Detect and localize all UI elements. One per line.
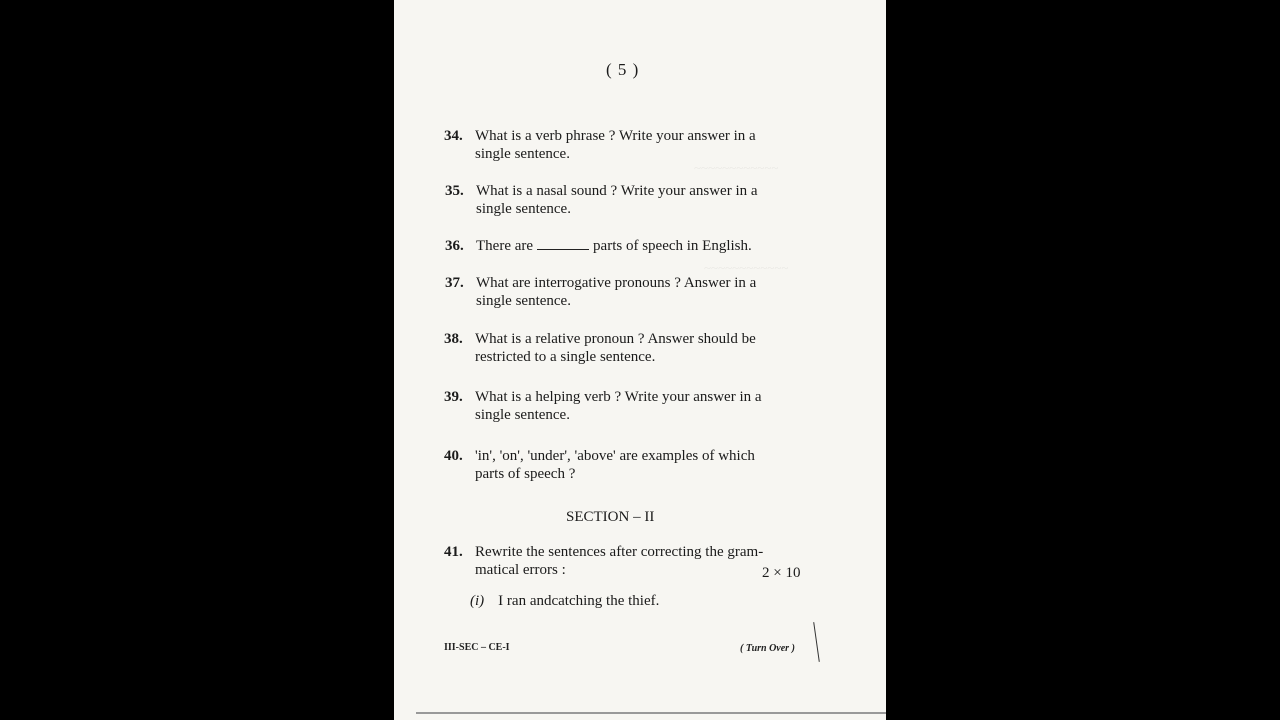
- question-line: What is a verb phrase ? Write your answer in a: [475, 128, 756, 144]
- question-marks: 2 × 10: [762, 565, 801, 581]
- question-text-before-blank: There are: [476, 238, 534, 254]
- page-number: ( 5 ): [606, 60, 640, 79]
- question-number: 36.: [445, 238, 464, 254]
- page-bottom-edge: [416, 712, 886, 714]
- question-line: What is a relative pronoun ? Answer should be: [475, 331, 756, 347]
- question-line: restricted to a single sentence.: [475, 349, 656, 365]
- question-line: matical errors :: [475, 562, 566, 578]
- bleed-through-text: ~~~~~~~~~~~~: [704, 260, 789, 275]
- bleed-through-text: ~~~~~~~~~~~~: [694, 160, 779, 175]
- question-number: 41.: [444, 544, 463, 560]
- question-line: single sentence.: [475, 146, 570, 162]
- sub-question-i: [470, 593, 659, 610]
- question-number: 35.: [445, 183, 464, 199]
- question-line: What is a nasal sound ? Write your answer in a: [476, 183, 758, 199]
- question-line: What is a helping verb ? Write your answer in a: [475, 389, 762, 405]
- sub-question-text: I ran andcatching the thief.: [498, 593, 660, 609]
- question-number: 39.: [444, 389, 463, 405]
- question-number: 34.: [444, 128, 463, 144]
- question-line: What are interrogative pronouns ? Answer in a: [476, 275, 757, 291]
- fill-in-blank: [537, 237, 589, 250]
- question-number: 40.: [444, 448, 463, 464]
- sub-question-label: (i): [470, 593, 485, 609]
- footer-turn-over: ( Turn Over ): [740, 643, 795, 654]
- question-number: 37.: [445, 275, 464, 291]
- question-number: 38.: [444, 331, 463, 347]
- question-text-after-blank: parts of speech in English.: [593, 238, 752, 254]
- question-line: single sentence.: [476, 201, 571, 217]
- pen-stroke: [813, 622, 820, 662]
- exam-page: [394, 0, 886, 720]
- question-line: single sentence.: [476, 293, 571, 309]
- question-line: Rewrite the sentences after correcting the gram-: [475, 544, 764, 560]
- question-line: 'in', 'on', 'under', 'above' are examples of which: [475, 448, 755, 464]
- section-heading: SECTION – II: [566, 509, 655, 525]
- question-line: single sentence.: [475, 407, 570, 423]
- footer-paper-code: III-SEC – CE-I: [444, 642, 510, 653]
- question-line: parts of speech ?: [475, 466, 576, 482]
